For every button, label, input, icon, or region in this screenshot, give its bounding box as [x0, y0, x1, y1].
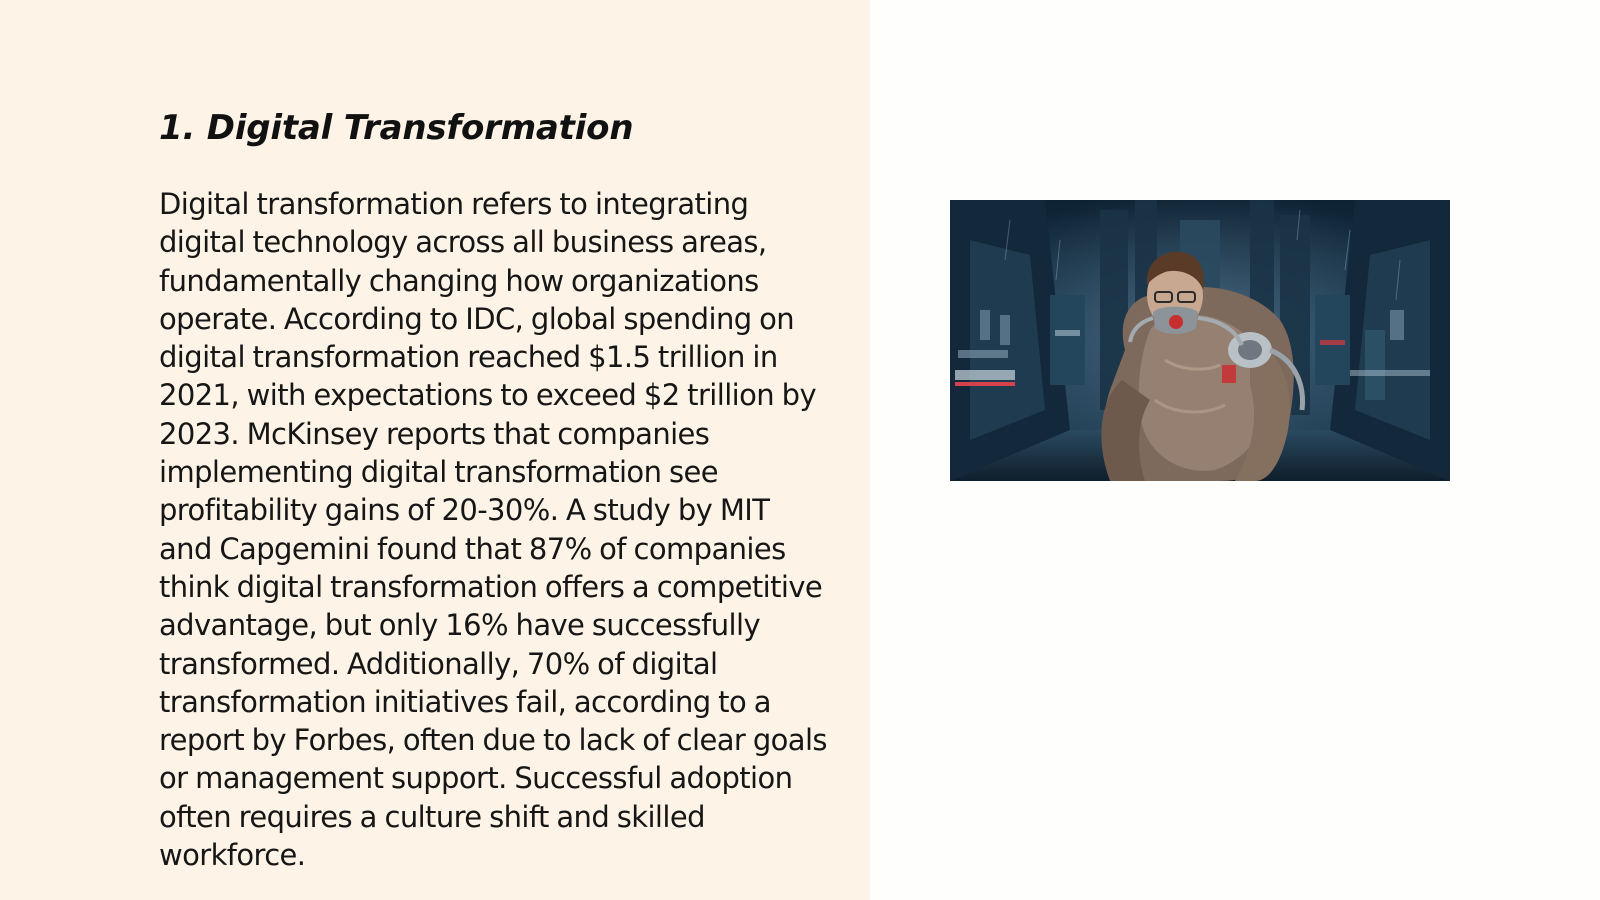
cyborg-figure-illustration [950, 200, 1450, 481]
slide-heading: 1. Digital Transformation [159, 108, 634, 148]
slide-body-text: Digital transformation refers to integrating digital technology across all business areas, fundamentally changing how organizations operate. According to IDC, global spending on digital transformation reached $1.5 trillion in 2021, with expectations to exceed $2 trillion by 2023. McKinsey reports that companies implementing digital transformation see profitability gains of 20-30%. A study by MIT and Capgemini found that 87% of companies think digital transformation offers a competitive advantage, but only 16% have successfully transformed. Additionally, 70% of digital transformation initiatives fail, according to a report by Forbes, often due to lack of clear goals or management support. Successful adoption often requires a culture shift and skilled workforce. [159, 187, 827, 873]
illustration-svg [950, 200, 1450, 481]
